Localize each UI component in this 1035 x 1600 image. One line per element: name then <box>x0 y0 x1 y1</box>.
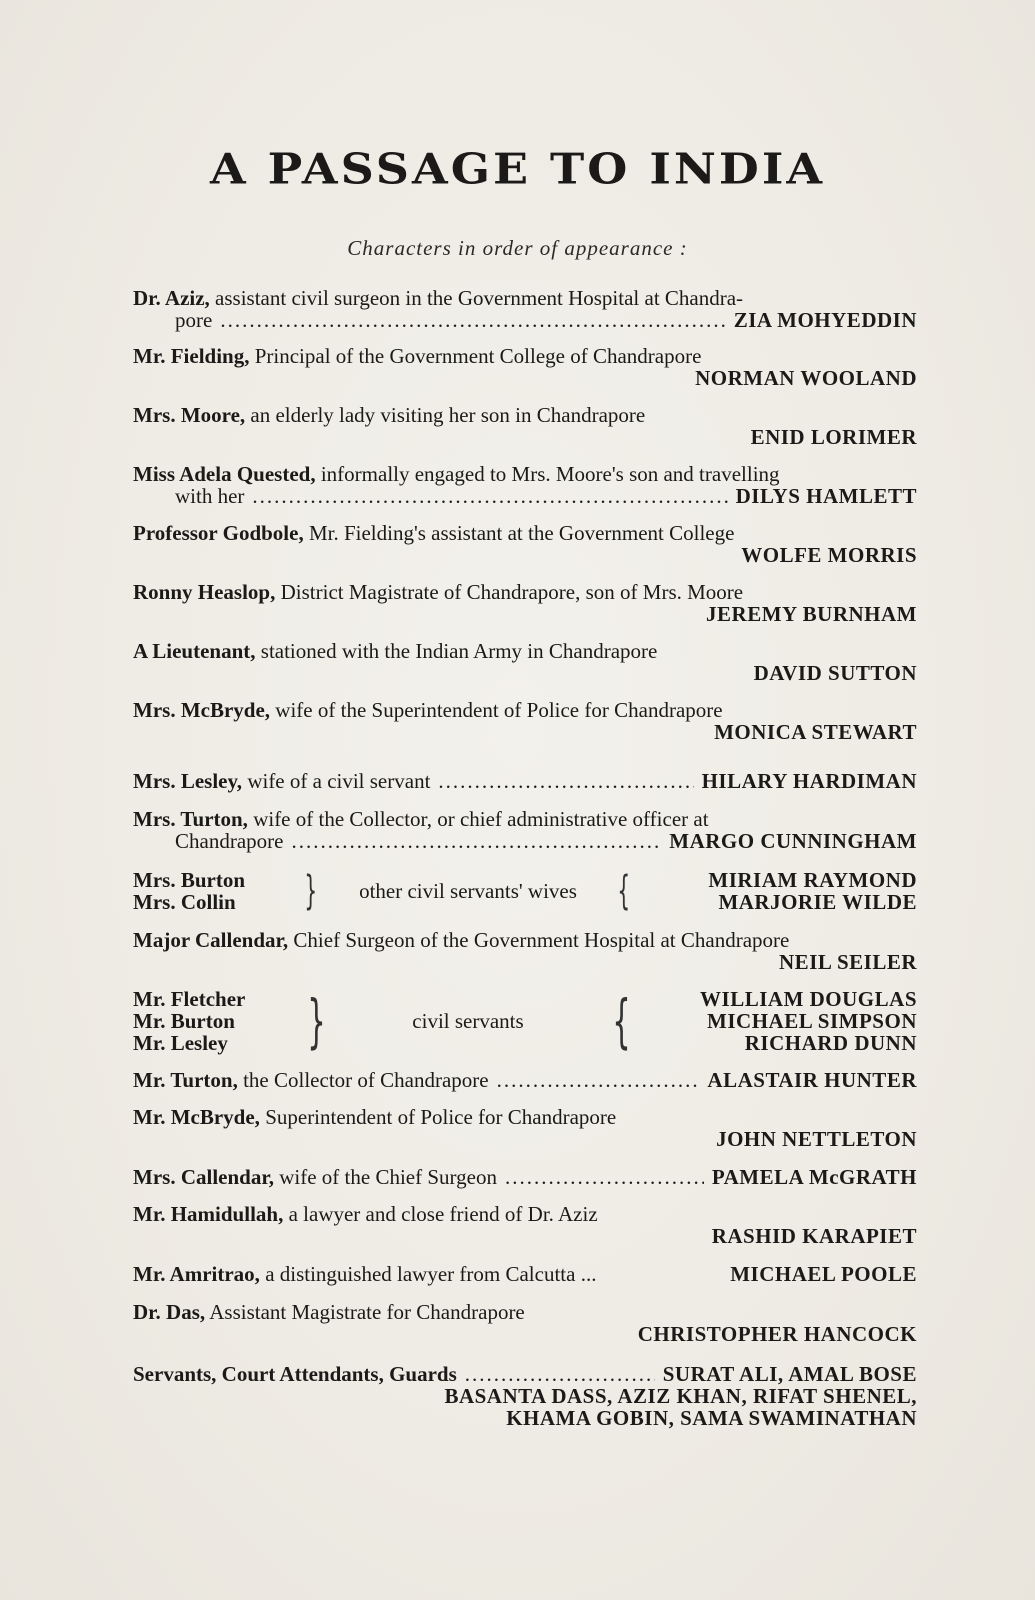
cast-entry-mr-turton <box>133 1069 917 1091</box>
character-desc: a lawyer and close friend of Dr. Aziz <box>288 1202 598 1226</box>
cast-entry-amritrao <box>133 1263 917 1285</box>
character-desc: with her <box>175 484 245 508</box>
cast-entry-adela <box>133 463 917 507</box>
character-name: Professor Godbole, <box>133 521 304 545</box>
actor-name: KHAMA GOBIN, SAMA SWAMINATHAN <box>506 1406 917 1430</box>
cast-entry-das <box>133 1301 917 1345</box>
character-name: Mrs. Collin <box>133 890 236 914</box>
cast-entry-fielding <box>133 345 917 389</box>
leader-dots <box>291 830 661 852</box>
character-name: Mr. Turton, <box>133 1068 238 1092</box>
character-name: A Lieutenant, <box>133 639 256 663</box>
cast-entry-mrs-lesley <box>133 770 917 792</box>
character-desc: a distinguished lawyer from Calcutta ... <box>265 1262 597 1286</box>
character-desc: wife of the Chief Surgeon <box>279 1165 497 1189</box>
cast-entry-mrs-callendar <box>133 1166 917 1188</box>
character-name: Major Callendar, <box>133 928 289 952</box>
character-name: Mrs. Turton, <box>133 807 248 831</box>
character-name: Mr. McBryde, <box>133 1105 260 1129</box>
cast-entry-lieutenant <box>133 640 917 684</box>
cast-entry-mrs-mcbryde <box>133 699 917 743</box>
character-name: Mr. Burton <box>133 1009 235 1033</box>
leader-dots <box>505 1166 704 1188</box>
actor-name: MICHAEL POOLE <box>730 1262 917 1286</box>
character-desc: wife of the Superintendent of Police for Chandrapore <box>275 698 723 722</box>
actor-name: JEREMY BURNHAM <box>706 602 917 626</box>
actor-name: BASANTA DASS, AZIZ KHAN, RIFAT SHENEL, <box>444 1384 917 1408</box>
character-desc: assistant civil surgeon in the Government Hospital at Chandra- <box>215 286 744 310</box>
character-name: Dr. Aziz, <box>133 286 210 310</box>
cast-entry-ronny <box>133 581 917 625</box>
leader-dots <box>438 770 693 792</box>
character-desc: an elderly lady visiting her son in Chandrapore <box>250 403 646 427</box>
actor-name: MARGO CUNNINGHAM <box>669 829 917 853</box>
cast-entry-hamidullah <box>133 1203 917 1247</box>
cast-entry-aziz <box>133 287 917 331</box>
actor-name: ENID LORIMER <box>750 425 917 449</box>
actor-name: JOHN NETTLETON <box>716 1127 917 1151</box>
group-desc: civil servants <box>412 1009 524 1033</box>
group-desc: other civil servants' wives <box>359 879 577 903</box>
cast-group-civil-servants <box>133 988 917 1054</box>
character-name: Mrs. Moore, <box>133 403 246 427</box>
right-brace-icon: } <box>304 868 318 914</box>
character-name: Mrs. McBryde, <box>133 698 271 722</box>
actor-name: DILYS HAMLETT <box>735 484 917 508</box>
actor-name: WILLIAM DOUGLAS <box>700 987 917 1011</box>
character-desc: pore <box>175 308 213 332</box>
actor-name: HILARY HARDIMAN <box>701 769 917 793</box>
leader-dots <box>465 1363 655 1385</box>
actor-name: PAMELA McGRATH <box>711 1165 917 1189</box>
actor-name: RASHID KARAPIET <box>711 1224 917 1248</box>
character-name: Dr. Das, <box>133 1300 206 1324</box>
character-name: Mr. Fielding, <box>133 344 250 368</box>
actor-name: MIRIAM RAYMOND <box>708 868 917 892</box>
actor-name: MARJORIE WILDE <box>718 890 917 914</box>
actor-name: MONICA STEWART <box>714 720 917 744</box>
actor-name: MICHAEL SIMPSON <box>707 1009 917 1033</box>
character-desc: informally engaged to Mrs. Moore's son and travelling <box>320 462 780 486</box>
actor-name: WOLFE MORRIS <box>741 543 917 567</box>
character-desc: wife of the Collector, or chief administrative officer at <box>253 807 709 831</box>
actor-name: ALASTAIR HUNTER <box>707 1068 917 1092</box>
character-name: Mrs. Lesley, <box>133 769 243 793</box>
left-brace-icon: { <box>612 987 631 1055</box>
actor-name: ZIA MOHYEDDIN <box>733 308 917 332</box>
leader-dots <box>220 309 725 331</box>
actor-name: NORMAN WOOLAND <box>695 366 917 390</box>
right-brace-icon: } <box>307 987 326 1055</box>
character-desc: Chandrapore <box>175 829 284 853</box>
character-name: Mrs. Burton <box>133 868 245 892</box>
character-desc: Superintendent of Police for Chandrapore <box>265 1105 617 1129</box>
character-desc: stationed with the Indian Army in Chandrapore <box>260 639 658 663</box>
character-name: Mr. Amritrao, <box>133 1262 260 1286</box>
cast-entry-moore <box>133 404 917 448</box>
actor-name: DAVID SUTTON <box>753 661 917 685</box>
leader-dots <box>497 1069 700 1091</box>
character-name: Ronny Heaslop, <box>133 580 276 604</box>
character-name: Mr. Hamidullah, <box>133 1202 284 1226</box>
character-desc: Assistant Magistrate for Chandrapore <box>209 1300 525 1324</box>
character-name: Mr. Lesley <box>133 1031 228 1055</box>
cast-entry-mr-mcbryde <box>133 1106 917 1150</box>
character-desc: the Collector of Chandrapore <box>243 1068 489 1092</box>
character-desc: District Magistrate of Chandrapore, son of Mrs. Moore <box>280 580 744 604</box>
cast-entry-godbole <box>133 522 917 566</box>
character-desc: Chief Surgeon of the Government Hospital at Chandrapore <box>293 928 790 952</box>
leader-dots <box>252 485 727 507</box>
cast-subtitle: Characters in order of appearance : <box>347 236 688 260</box>
character-desc: Mr. Fielding's assistant at the Government College <box>308 521 735 545</box>
character-desc: wife of a civil servant <box>247 769 431 793</box>
cast-group-wives <box>133 869 917 913</box>
cast-entry-callendar <box>133 929 917 973</box>
character-name: Mr. Fletcher <box>133 987 246 1011</box>
page-title: A PASSAGE TO INDIA <box>209 144 826 194</box>
character-name: Miss Adela Quested, <box>133 462 316 486</box>
actor-name: RICHARD DUNN <box>744 1031 917 1055</box>
character-name: Servants, Court Attendants, Guards <box>133 1362 457 1386</box>
cast-entry-mrs-turton <box>133 808 917 852</box>
actor-name: SURAT ALI, AMAL BOSE <box>662 1362 917 1386</box>
actor-name: NEIL SEILER <box>779 950 917 974</box>
cast-entry-servants <box>133 1363 917 1429</box>
left-brace-icon: { <box>617 868 631 914</box>
character-name: Mrs. Callendar, <box>133 1165 274 1189</box>
character-desc: Principal of the Government College of Chandrapore <box>254 344 702 368</box>
actor-name: CHRISTOPHER HANCOCK <box>637 1322 917 1346</box>
